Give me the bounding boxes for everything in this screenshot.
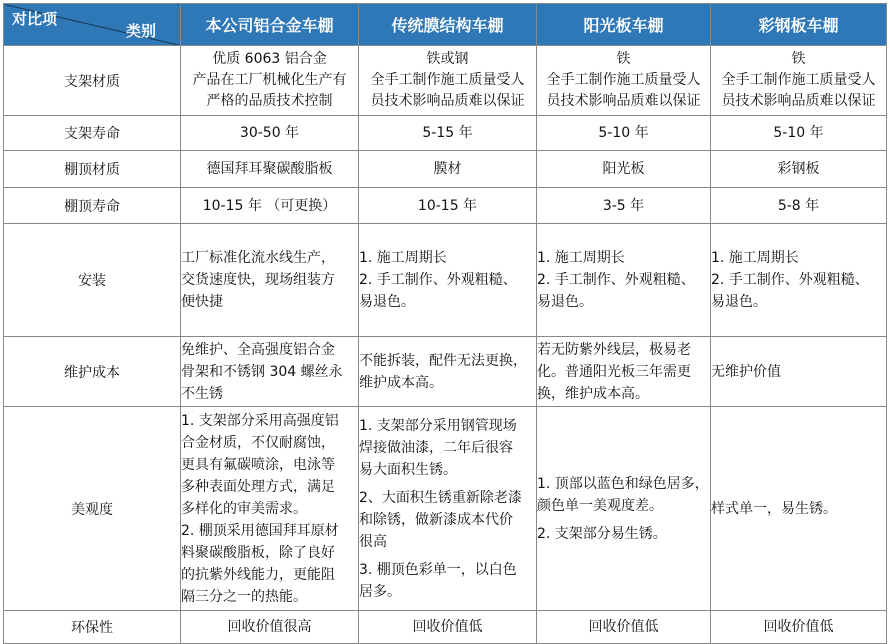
row-frame-life	[4, 116, 887, 151]
cell-sunboard-environment: 回收价值低	[537, 611, 711, 644]
column-header-membrane: 传统膜结构车棚	[359, 4, 537, 46]
row-label-roof-life: 棚顶寿命	[4, 188, 181, 224]
row-environment	[4, 611, 887, 644]
cell-steel-roof-material: 彩钢板	[711, 151, 887, 188]
row-label-frame-material: 支架材质	[4, 46, 181, 116]
row-installation	[4, 224, 887, 337]
corner-label-compare-item: 对比项	[12, 10, 58, 28]
row-label-environment: 环保性	[4, 611, 181, 644]
column-header-steel: 彩钢板车棚	[711, 4, 887, 46]
header-row	[4, 4, 887, 46]
cell-ours-installation: 工厂标准化流水线生产， 交货速度快，现场组装方 便快捷	[181, 224, 359, 337]
cell-steel-appearance: 样式单一，易生锈。	[711, 407, 887, 611]
row-label-frame-life: 支架寿命	[4, 116, 181, 151]
cell-steel-frame-life: 5-10 年	[711, 116, 887, 151]
row-label-maintenance: 维护成本	[4, 337, 181, 407]
cell-steel-installation: 1. 施工周期长 2. 手工制作、外观粗糙、 易退色。	[711, 224, 887, 337]
cell-ours-roof-material: 德国拜耳聚碳酸脂板	[181, 151, 359, 188]
corner-header-cell	[4, 4, 181, 46]
cell-steel-maintenance: 无维护价值	[711, 337, 887, 407]
cell-steel-environment: 回收价值低	[711, 611, 887, 644]
row-roof-life	[4, 188, 887, 224]
cell-membrane-frame-material: 铁或钢 全手工制作施工质量受人 员技术影响品质难以保证	[359, 46, 537, 116]
cell-membrane-frame-life: 5-15 年	[359, 116, 537, 151]
corner-label-category: 类别	[125, 22, 156, 40]
comparison-table	[3, 3, 887, 644]
cell-ours-roof-life: 10-15 年 （可更换）	[181, 188, 359, 224]
cell-membrane-roof-material: 膜材	[359, 151, 537, 188]
cell-sunboard-appearance: 1. 顶部以蓝色和绿色居多， 颜色单一美观度差。 2. 支架部分易生锈。	[537, 407, 711, 611]
cell-membrane-environment: 回收价值低	[359, 611, 537, 644]
cell-membrane-installation: 1. 施工周期长 2. 手工制作、外观粗糙、 易退色。	[359, 224, 537, 337]
cell-sunboard-installation: 1. 施工周期长 2. 手工制作、外观粗糙、 易退色。	[537, 224, 711, 337]
row-appearance	[4, 407, 887, 611]
cell-sunboard-roof-life: 3-5 年	[537, 188, 711, 224]
cell-membrane-appearance: 1. 支架部分采用钢管现场 焊接做油漆，二年后很容 易大面积生锈。 2、大面积生锈重新除老漆 和除锈，做新漆成本代价 很高 3. 棚顶色彩单一，以白色 居多。	[359, 407, 537, 611]
column-header-sunboard: 阳光板车棚	[537, 4, 711, 46]
row-roof-material	[4, 151, 887, 188]
cell-membrane-roof-life: 10-15 年	[359, 188, 537, 224]
cell-steel-frame-material: 铁 全手工制作施工质量受人 员技术影响品质难以保证	[711, 46, 887, 116]
cell-steel-roof-life: 5-8 年	[711, 188, 887, 224]
row-label-appearance: 美观度	[4, 407, 181, 611]
row-maintenance	[4, 337, 887, 407]
column-header-ours: 本公司铝合金车棚	[181, 4, 359, 46]
cell-ours-appearance: 1. 支架部分采用高强度铝 合金材质，不仅耐腐蚀， 更具有氟碳喷涂，电泳等 多种表面处理方式，满足 多样化的审美需求。 2. 棚顶采用德国拜耳原材 料聚碳酸脂板，除了良好 的抗紫外线能力，更能阻 隔三分之一的热能。	[181, 407, 359, 611]
cell-membrane-maintenance: 不能拆装，配件无法更换， 维护成本高。	[359, 337, 537, 407]
cell-sunboard-maintenance: 若无防紫外线层，极易老 化。普通阳光板三年需更 换，维护成本高。	[537, 337, 711, 407]
cell-sunboard-roof-material: 阳光板	[537, 151, 711, 188]
cell-sunboard-frame-material: 铁 全手工制作施工质量受人 员技术影响品质难以保证	[537, 46, 711, 116]
row-label-roof-material: 棚顶材质	[4, 151, 181, 188]
cell-ours-environment: 回收价值很高	[181, 611, 359, 644]
row-label-installation: 安装	[4, 224, 181, 337]
cell-ours-frame-material: 优质 6063 铝合金 产品在工厂机械化生产有 严格的品质技术控制	[181, 46, 359, 116]
cell-ours-maintenance: 免维护、全高强度铝合金 骨架和不锈钢 304 螺丝永 不生锈	[181, 337, 359, 407]
cell-sunboard-frame-life: 5-10 年	[537, 116, 711, 151]
cell-ours-frame-life: 30-50 年	[181, 116, 359, 151]
row-frame-material	[4, 46, 887, 116]
